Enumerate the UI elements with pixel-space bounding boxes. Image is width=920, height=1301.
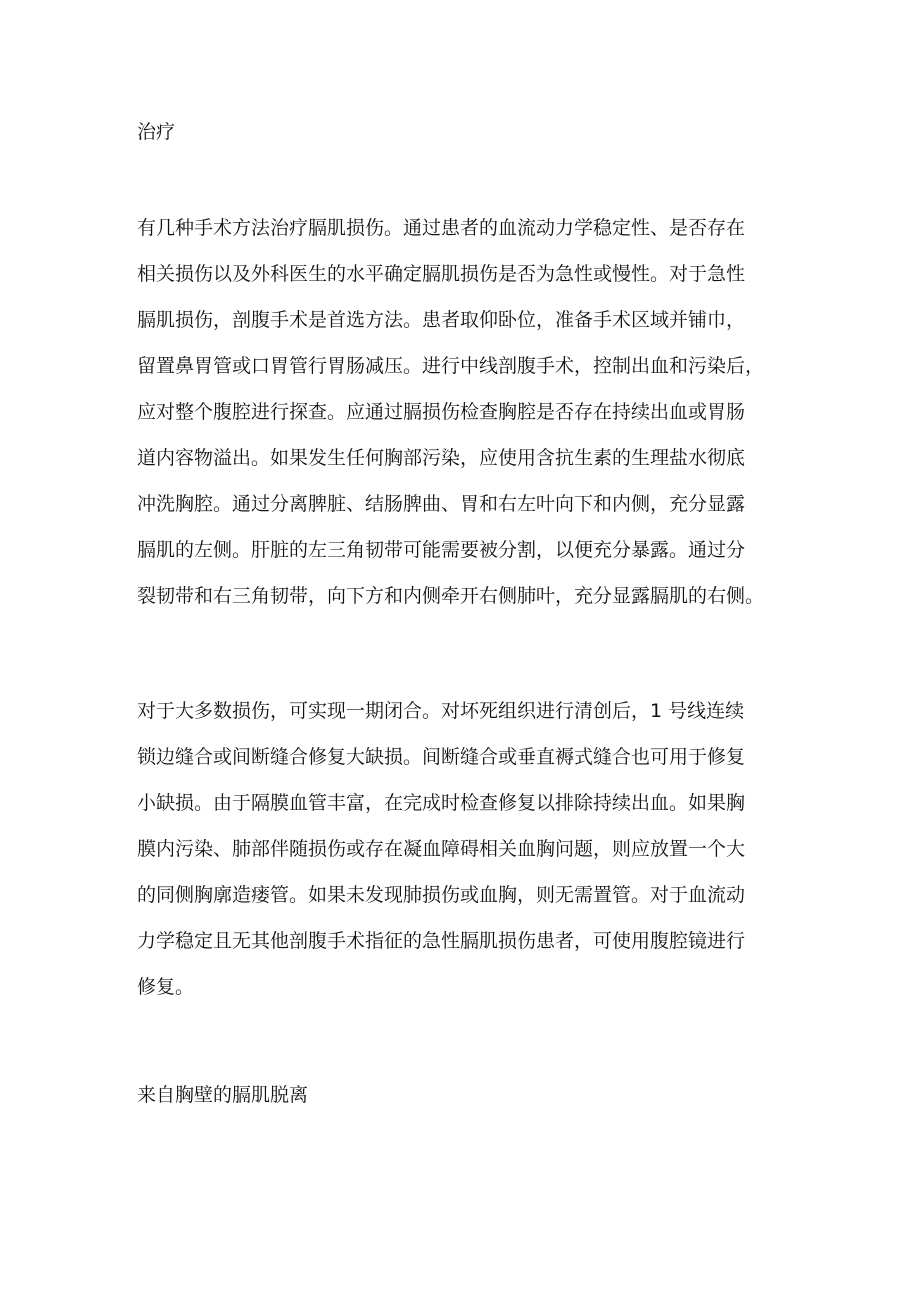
paragraph-line: 膈肌损伤，剖腹手术是首选方法。患者取仰卧位，准备手术区域并铺巾， — [137, 309, 746, 331]
paragraph-surgical-approach — [137, 205, 797, 619]
section-heading-treatment: 治疗 — [137, 121, 176, 143]
paragraph-line: 道内容物溢出。如果发生任何胸部污染，应使用含抗生素的生理盐水彻底 — [137, 447, 746, 469]
section-heading-chest-wall-detachment: 来自胸壁的膈肌脱离 — [137, 1084, 309, 1106]
paragraph-line: 对于大多数损伤，可实现一期闭合。对坏死组织进行清创后，1 号线连续 — [137, 700, 745, 722]
paragraph-line: 留置鼻胃管或口胃管行胃肠减压。进行中线剖腹手术，控制出血和污染后， — [137, 355, 765, 377]
paragraph-repair-closure — [137, 688, 797, 1010]
paragraph-line: 膈肌的左侧。肝脏的左三角韧带可能需要被分割，以便充分暴露。通过分 — [137, 539, 746, 561]
paragraph-line: 力学稳定且无其他剖腹手术指征的急性膈肌损伤患者，可使用腹腔镜进行 — [137, 930, 746, 952]
paragraph-line: 应对整个腹腔进行探查。应通过膈损伤检查胸腔是否存在持续出血或胃肠 — [137, 401, 746, 423]
paragraph-line: 膜内污染、肺部伴随损伤或存在凝血障碍相关血胸问题，则应放置一个大 — [137, 838, 746, 860]
paragraph-line: 修复。 — [137, 976, 195, 998]
paragraph-line: 锁边缝合或间断缝合修复大缺损。间断缝合或垂直褥式缝合也可用于修复 — [137, 746, 746, 768]
paragraph-line: 的同侧胸廓造瘘管。如果未发现肺损伤或血胸，则无需置管。对于血流动 — [137, 884, 746, 906]
paragraph-line: 有几种手术方法治疗膈肌损伤。通过患者的血流动力学稳定性、是否存在 — [137, 217, 746, 239]
paragraph-line: 冲洗胸腔。通过分离脾脏、结肠脾曲、胃和右左叶向下和内侧，充分显露 — [137, 493, 746, 515]
paragraph-line: 相关损伤以及外科医生的水平确定膈肌损伤是否为急性或慢性。对于急性 — [137, 263, 746, 285]
paragraph-line: 小缺损。由于隔膜血管丰富，在完成时检查修复以排除持续出血。如果胸 — [137, 792, 746, 814]
paragraph-line: 裂韧带和右三角韧带，向下方和内侧牵开右侧肺叶，充分显露膈肌的右侧。 — [137, 585, 765, 607]
